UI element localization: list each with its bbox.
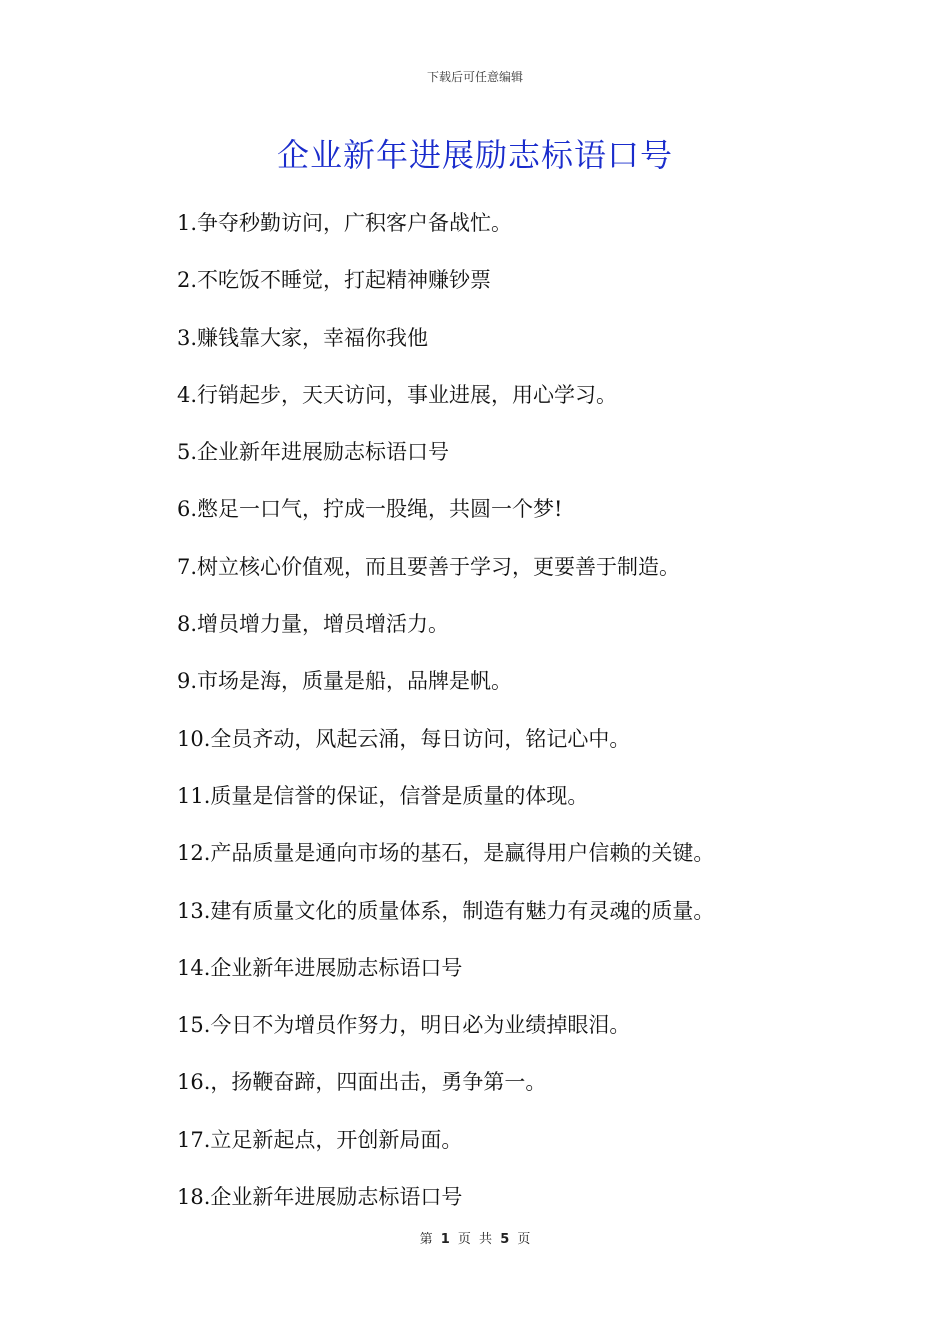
- footer-suffix: 页: [517, 1232, 531, 1247]
- footer-page-number: 1: [440, 1232, 450, 1247]
- slogan-list: [177, 205, 877, 1236]
- footer-prefix: 第: [419, 1232, 433, 1247]
- footer-middle: 页 共: [457, 1232, 493, 1247]
- list-item: 12.产品质量是通向市场的基石，是赢得用户信赖的关键。: [177, 841, 715, 866]
- list-item: 10.全员齐动，风起云涌，每日访问，铭记心中。: [177, 726, 631, 751]
- header-note: 下载后可任意编辑: [426, 70, 523, 84]
- list-item: 8.增员增力量，增员增活力。: [177, 612, 450, 637]
- list-item: 13.建有质量文化的质量体系，制造有魅力有灵魂的质量。: [177, 898, 715, 923]
- list-item: 11.质量是信誉的保证，信誉是质量的体现。: [177, 783, 589, 808]
- list-item: 17.立足新起点，开创新局面。: [177, 1127, 463, 1152]
- list-item: 3.赚钱靠大家，幸福你我他: [177, 325, 429, 350]
- list-item: 16.，扬鞭奋蹄，四面出击，勇争第一。: [177, 1070, 547, 1095]
- list-item: 15.今日不为增员作努力，明日必为业绩掉眼泪。: [177, 1013, 631, 1038]
- page-title: 企业新年进展励志标语口号: [276, 136, 673, 174]
- list-item: 4.行销起步，天天访问，事业进展，用心学习。: [177, 382, 618, 407]
- list-item: 9.市场是海，质量是船，品牌是帆。: [177, 669, 513, 694]
- list-item: 14.企业新年进展励志标语口号: [177, 955, 463, 980]
- list-item: 18.企业新年进展励志标语口号: [177, 1185, 463, 1210]
- footer-total-pages: 5: [500, 1232, 510, 1247]
- list-item: 5.企业新年进展励志标语口号: [177, 440, 450, 465]
- list-item: 6.憋足一口气，拧成一股绳，共圆一个梦!: [177, 497, 563, 522]
- list-item: 7.树立核心价值观，而且要善于学习，更要善于制造。: [177, 554, 681, 579]
- page-footer: [0, 1228, 950, 1247]
- list-item: 2.不吃饭不睡觉，打起精神赚钞票: [177, 268, 492, 293]
- list-item: 1.争夺秒勤访问，广积客户备战忙。: [177, 211, 513, 235]
